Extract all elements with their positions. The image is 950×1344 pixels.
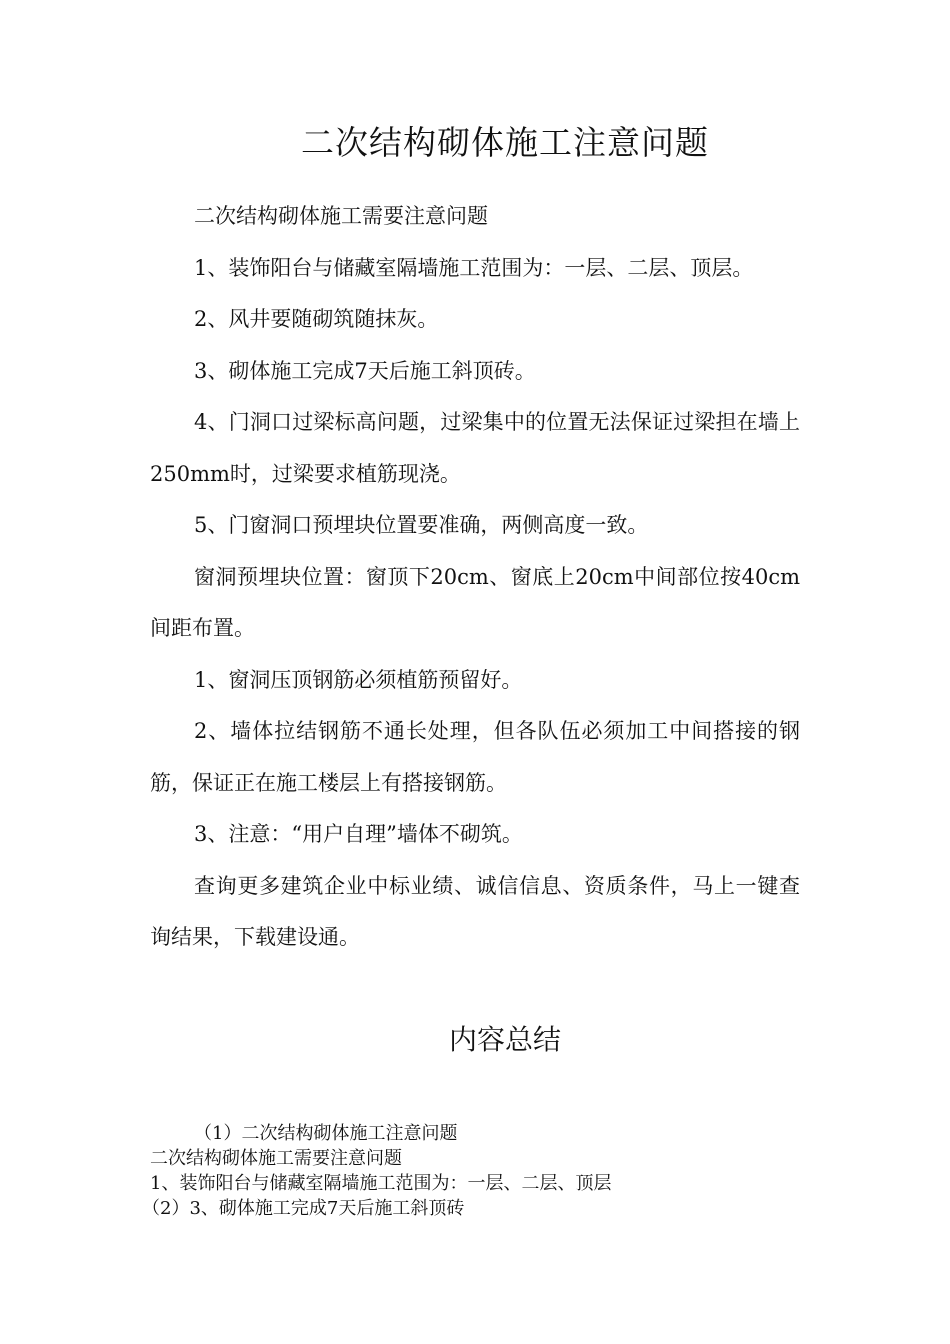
paragraph-promo: 查询更多建筑企业中标业绩、诚信信息、资质条件，马上一键查询结果，下载建设通。 bbox=[150, 873, 800, 949]
paragraph-item-3: 3、砌体施工完成7天后施工斜顶砖。 bbox=[194, 358, 536, 383]
paragraph-window-embed: 窗洞预埋块位置：窗顶下20cm、窗底上20cm中间部位按40cm间距布置。 bbox=[150, 564, 800, 640]
document-body bbox=[150, 191, 800, 964]
paragraph-item-2: 2、风井要随砌筑随抹灰。 bbox=[194, 307, 439, 331]
paragraph-item-4: 4、门洞口过梁标高问题，过梁集中的位置无法保证过梁担在墙上250mm时，过梁要求植筋现浇。 bbox=[150, 410, 800, 486]
paragraph-rebar-1: 1、窗洞压顶钢筋必须植筋预留好。 bbox=[194, 667, 523, 692]
paragraph-item-1: 1、装饰阳台与储藏室隔墙施工范围为：一层、二层、顶层。 bbox=[194, 255, 754, 280]
paragraph-rebar-2: 2、墙体拉结钢筋不通长处理，但各队伍必须加工中间搭接的钢筋，保证正在施工楼层上有搭接钢筋。 bbox=[150, 719, 800, 795]
summary-body bbox=[142, 1121, 800, 1221]
summary-title: 内容总结 bbox=[448, 1023, 561, 1056]
paragraph-note-3: 3、注意：“用户自理”墙体不砌筑。 bbox=[194, 822, 523, 846]
document-title: 二次结构砌体施工注意问题 bbox=[301, 123, 709, 162]
paragraph-intro: 二次结构砌体施工需要注意问题 bbox=[194, 204, 488, 228]
summary-line: （2）3、砌体施工完成7天后施工斜顶砖 bbox=[142, 1198, 465, 1219]
summary-line: 1、装饰阳台与储藏室隔墙施工范围为：一层、二层、顶层 bbox=[150, 1173, 612, 1194]
paragraph-item-5: 5、门窗洞口预埋块位置要准确，两侧高度一致。 bbox=[194, 513, 649, 537]
summary-line: （1）二次结构砌体施工注意问题 bbox=[194, 1123, 458, 1144]
summary-line: 二次结构砌体施工需要注意问题 bbox=[150, 1148, 402, 1169]
